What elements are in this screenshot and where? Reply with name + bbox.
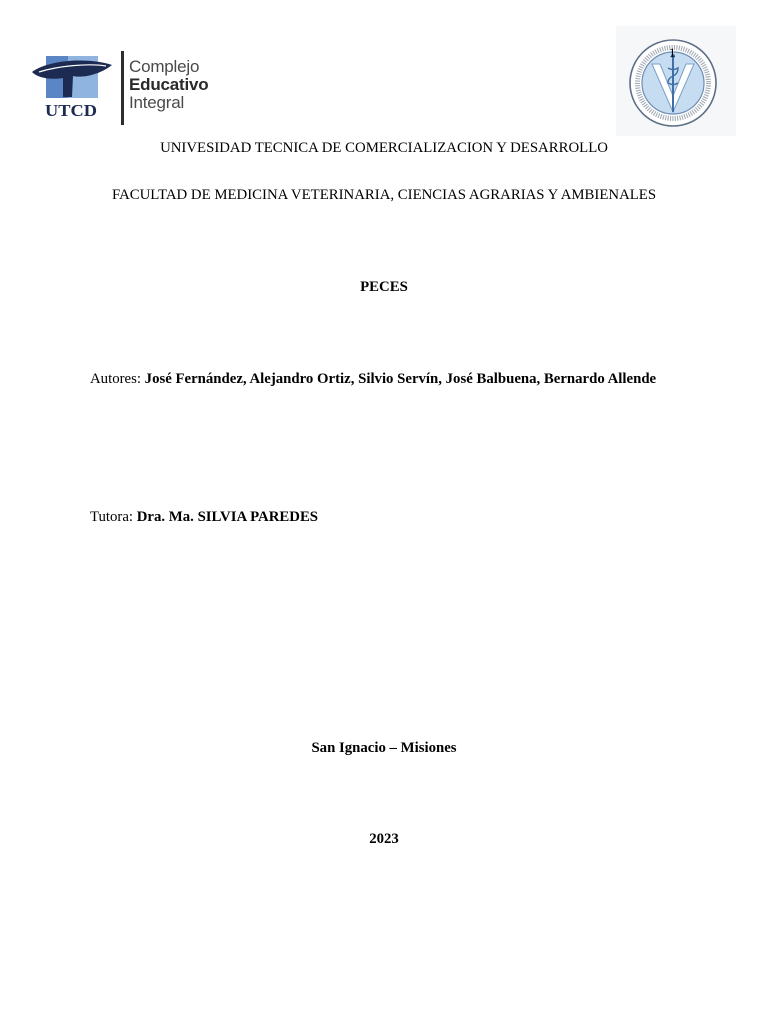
logo-divider — [121, 51, 124, 125]
tutor-line — [90, 508, 750, 526]
tutor-label: Tutora: — [90, 509, 134, 525]
authors-line — [90, 370, 750, 388]
year: 2023 — [369, 831, 399, 847]
wordmark-line-complejo: Complejo — [129, 57, 200, 76]
authors-label: Autores: — [90, 371, 141, 387]
tutor-name: Dra. Ma. SILVIA PAREDES — [136, 509, 319, 525]
wordmark-line-educativo: Educativo — [129, 75, 209, 94]
logo-wordmark — [129, 58, 208, 112]
location: San Ignacio – Misiones — [311, 740, 457, 756]
wordmark-line-integral: Integral — [129, 93, 185, 112]
authors-names: José Fernández, Alejandro Ortiz, Silvio Servín, José Balbuena, Bernardo Allende — [144, 371, 657, 387]
utcd-emblem-text: UTCD — [45, 101, 97, 120]
document-title: PECES — [360, 279, 408, 295]
utcd-emblem-icon — [28, 52, 118, 122]
faculty-name: FACULTAD DE MEDICINA VETERINARIA, CIENCIAS AGRARIAS Y AMBIENALES — [111, 187, 657, 203]
page-number: 1 — [669, 45, 676, 60]
university-name: UNIVESIDAD TECNICA DE COMERCIALIZACION Y DESARROLLO — [160, 140, 608, 156]
